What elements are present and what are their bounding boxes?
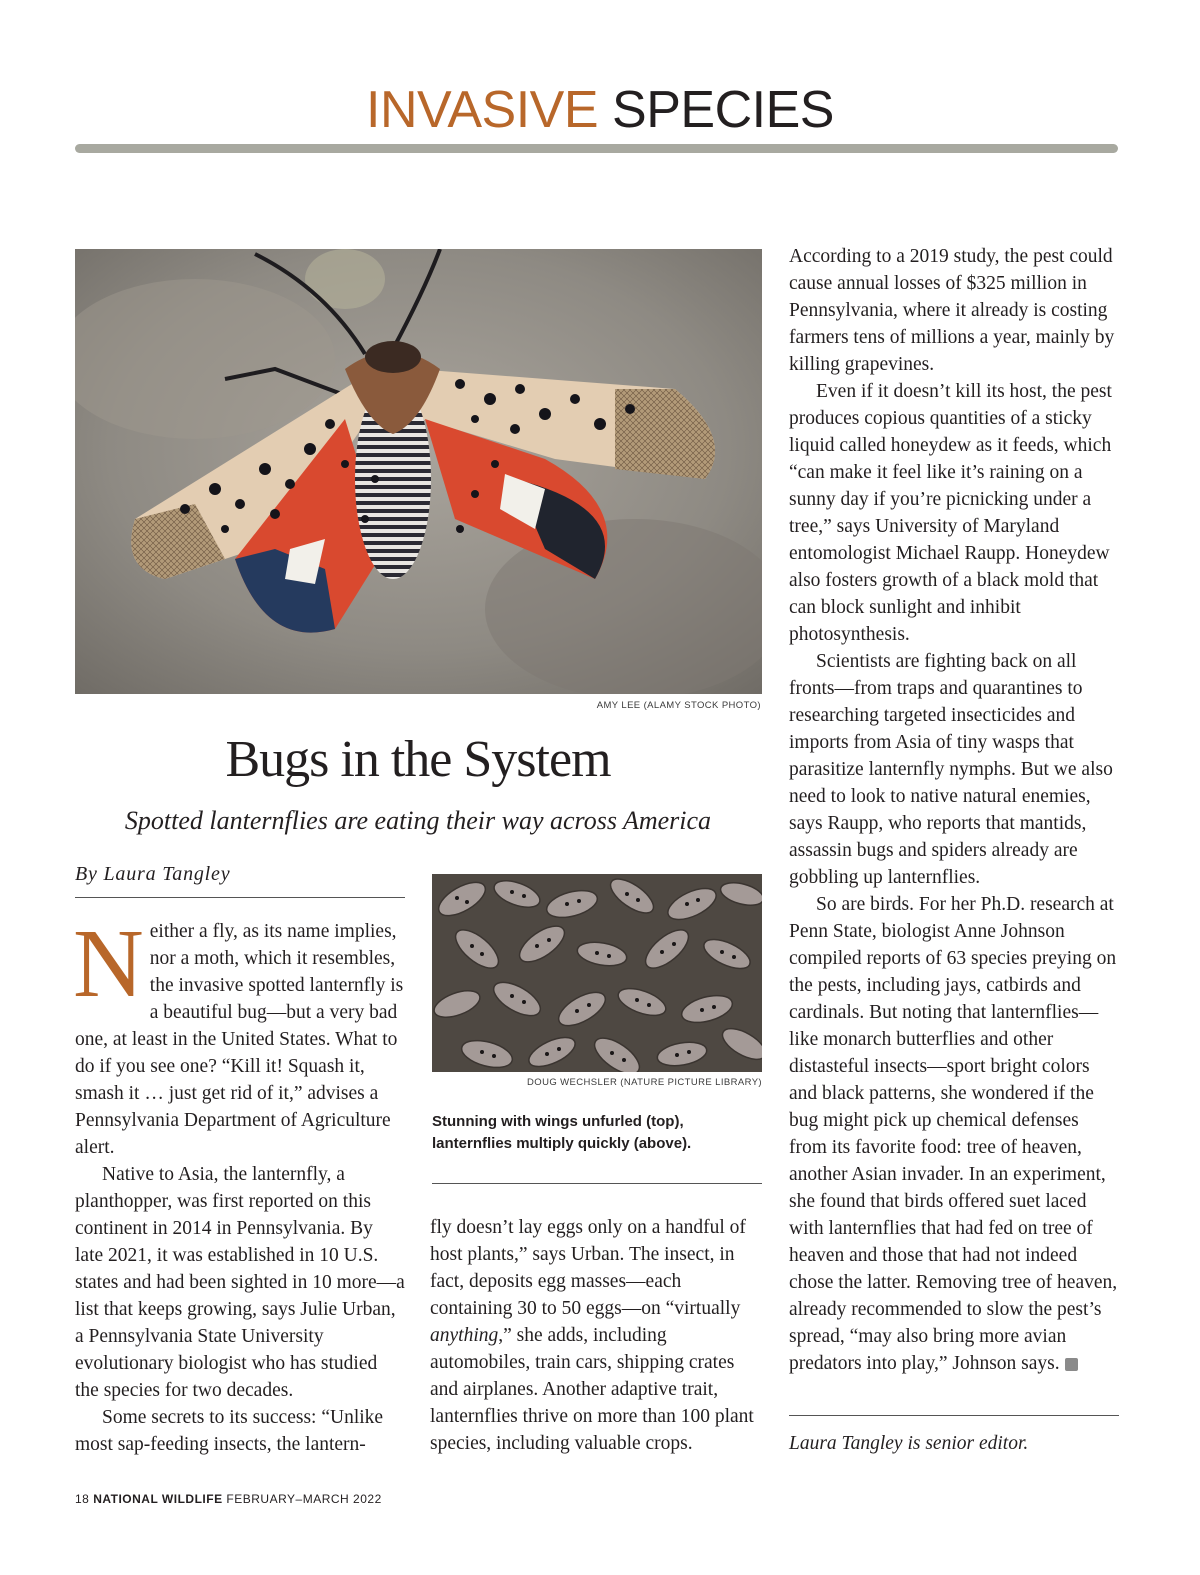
- section-title-word-1: INVASIVE: [366, 81, 599, 139]
- column-1: [73, 910, 405, 1458]
- section-title-word-2: SPECIES: [612, 81, 834, 139]
- lanternfly-swarm-illustration: [432, 874, 762, 1072]
- col1-paragraph-1: Neither a fly, as its name implies, nor a moth, which it resembles, the invasive spotted lanternfly is a beautiful bug—but a very bad one, at least in the United States. What to do if you see one? “Kill it! Squash it, smash it … just get rid of it,” advises a Pennsylvania Department of Agriculture alert.: [73, 910, 404, 1158]
- col3-paragraph-1: According to a 2019 study, the pest could cause annual losses of $325 million in Pennsylvania, where it already is costing farmers tens of millions a year, mainly by killing grapevines.: [789, 246, 1115, 375]
- swarm-photo-credit: DOUG WECHSLER (NATURE PICTURE LIBRARY): [527, 1077, 762, 1088]
- article-headline: Bugs in the System: [225, 731, 611, 788]
- photo-caption: Stunning with wings unfurled (top), lanternflies multiply quickly (above).: [432, 1113, 692, 1152]
- magazine-name: NATIONAL WILDLIFE: [93, 1492, 223, 1506]
- byline-rule: [75, 897, 405, 898]
- lanternfly-photo: [75, 249, 762, 694]
- col3-paragraph-3: Scientists are fighting back on all fronts—from traps and quarantines to researching targeted insecticides and imports from Asia of tiny wasps that parasitize lanternfly nymphs. But we also need to look to native natural enemies, says Raupp, who reports that mantids, assassin bugs and spiders already are gobbling up lanternflies.: [789, 651, 1113, 888]
- author-tagline: Laura Tangley is senior editor.: [789, 1433, 1029, 1454]
- col2-paragraph-1: fly doesn’t lay eggs only on a handful of host plants,” says Urban. The insect, in fact, deposits egg masses—each containing 30 to 50 eggs—on “virtually anything,” she adds, including automobiles, train cars, shipping crates and airplanes. Another adaptive trait, lanternflies thrive on more than 100 plant species, including valuable crops.: [430, 1217, 754, 1454]
- col1-paragraph-3: Some secrets to its success: “Unlike most sap-feeding insects, the lantern-: [75, 1407, 384, 1455]
- column-2: [430, 1214, 762, 1457]
- section-title: [0, 80, 1200, 140]
- col1-paragraph-2: Native to Asia, the lanternfly, a planthopper, was first reported on this continent in 2014 in Pennsylvania. By late 2021, it was established in 10 U.S. states and had been sighted in 10 more—a list that keeps growing, says Julie Urban, a Pennsylvania State University evolutionary biologist who has studied the species for two decades.: [75, 1164, 405, 1401]
- column-3: [789, 243, 1119, 1377]
- caption-rule: [432, 1183, 762, 1184]
- header-rule: [75, 144, 1118, 153]
- col3-paragraph-4: So are birds. For her Ph.D. research at Penn State, biologist Anne Johnson compiled reports of 63 species preying on the pests, including jays, catbirds and cardinals. But noting that lanternflies—like monarch butterflies and other distasteful insects—sport bright colors and black patterns, she wondered if the bug might pick up chemical defenses from its favorite food: tree of heaven, another Asian invader. In an experiment, she found that birds offered suet laced with lanternflies that had fed on tree of heaven and those that had not indeed chose the latter. Removing tree of heaven, already recommended to slow the pest’s spread, “may also bring more avian predators into play,” Johnson says. W: [789, 894, 1118, 1374]
- tagline-rule: [789, 1415, 1119, 1416]
- lanternfly-swarm-photo: [432, 874, 762, 1072]
- issue-date: FEBRUARY–MARCH 2022: [226, 1492, 382, 1506]
- lanternfly-illustration: [75, 249, 762, 694]
- col3-paragraph-2: Even if it doesn’t kill its host, the pest produces copious quantities of a sticky liquid called honeydew as it feeds, which “can make it feel like it’s raining on a sunny day if you’re picnicking under a tree,” says University of Maryland entomologist Michael Raupp. Honeydew also fosters growth of a black mold that can block sunlight and inhibit photosynthesis.: [789, 381, 1112, 645]
- end-mark-icon: W: [1065, 1358, 1078, 1371]
- byline: By Laura Tangley: [75, 863, 231, 885]
- article-dek: Spotted lanternflies are eating their way across America: [124, 806, 712, 835]
- top-photo-credit: AMY LEE (ALAMY STOCK PHOTO): [596, 700, 761, 711]
- page-number: 18: [75, 1492, 90, 1506]
- page-footer: [75, 1492, 382, 1506]
- drop-cap: N: [73, 910, 144, 1018]
